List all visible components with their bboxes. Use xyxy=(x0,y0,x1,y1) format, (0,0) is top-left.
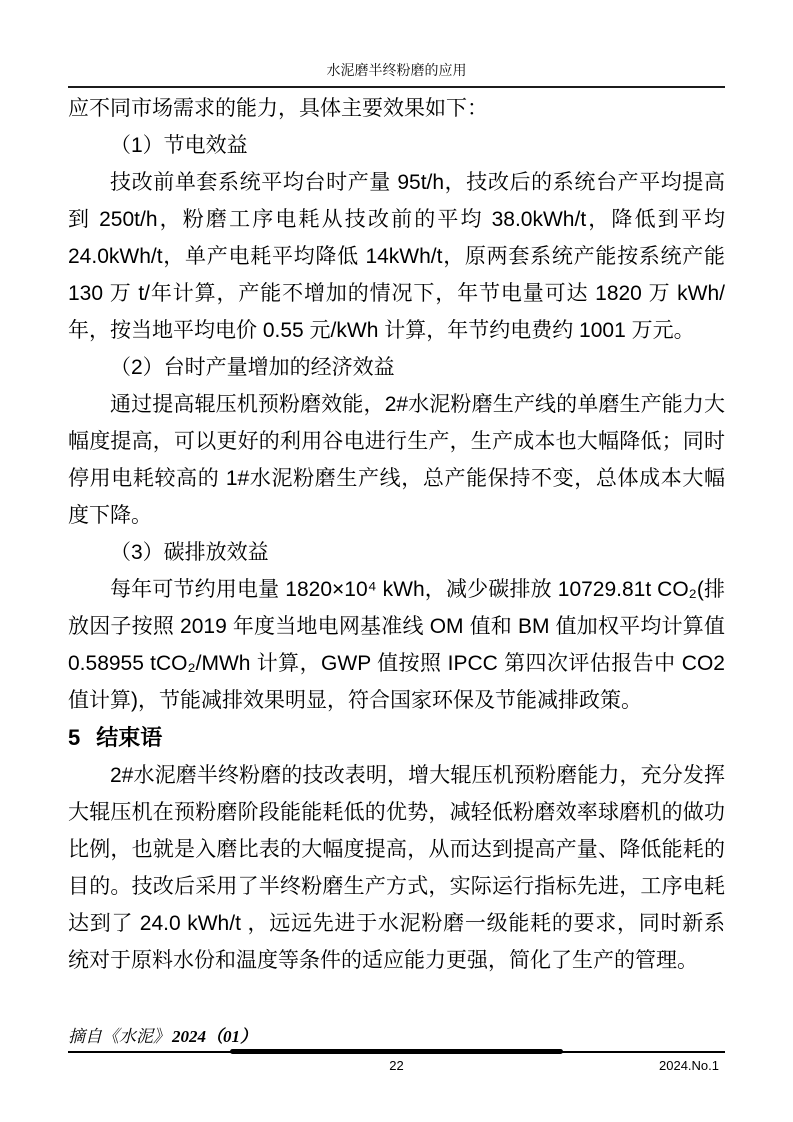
source-note-issue: 2024（01） xyxy=(172,1027,257,1046)
continuation-paragraph: 应不同市场需求的能力，具体主要效果如下： xyxy=(68,97,488,120)
page-number: 22 xyxy=(389,1058,404,1073)
footer-rule-bulge xyxy=(230,1049,563,1054)
header-rule xyxy=(68,86,725,88)
section-title: 结束语 xyxy=(96,725,163,750)
paragraph-carbon-emission: 每年可节约用电量 1820×10⁴ kWh，减少碳排放 10729.81t CO₂(排放因子按照 2019 年度当地电网基准线 OM 值和 BM 值加权平均计算值 0.58955 tCO₂/MWh 计算，GWP 值按照 IPCC 第四次评估报告中 CO2 值计算)，节能减排效果明显，符合国家环保及节能减排政策。 xyxy=(68,578,725,712)
source-note xyxy=(68,1025,725,1049)
running-header-title: 水泥磨半终粉磨的应用 xyxy=(326,62,467,78)
subheading-power-saving: （1）节电效益 xyxy=(110,134,248,157)
conclusion-paragraph: 2#水泥磨半终粉磨的技改表明，增大辊压机预粉磨能力，充分发挥大辊压机在预粉磨阶段能能耗低的优势，减轻低粉磨效率球磨机的做功比例，也就是入磨比表的大幅度提高，从而达到提高产量、降低能耗的目的。技改后采用了半终粉磨生产方式，实际运行指标先进，工序电耗达到了 24.0 kWh/t ，远远先进于水泥粉磨一级能耗的要求，同时新系统对于原料水份和温度等条件的适应能力更强，简化了生产的管理。 xyxy=(68,764,725,972)
paragraph-economic-benefit: 通过提高辊压机预粉磨效能，2#水泥粉磨生产线的单磨生产能力大幅度提高，可以更好的利用谷电进行生产，生产成本也大幅降低；同时停用电耗较高的 1#水泥粉磨生产线，总产能保持不变，总体成本大幅度下降。 xyxy=(68,393,725,527)
page-footer xyxy=(68,1057,725,1075)
section-number: 5 xyxy=(68,725,81,750)
paragraph-power-saving: 技改前单套系统平均台时产量 95t/h，技改后的系统台产平均提高到 250t/h，粉磨工序电耗从技改前的平均 38.0kWh/t，降低到平均 24.0kWh/t，单产电耗平均降低 14kWh/t，原两套系统产能按系统产能 130 万 t/年计算，产能不增加的情况下，年节电量可达 1820 万 kWh/年，按当地平均电价 0.55 元/kWh 计算，年节约电费约 1001 万元。 xyxy=(68,171,725,342)
section-heading xyxy=(68,719,725,757)
source-note-text: 摘自《水泥》 xyxy=(68,1027,170,1046)
issue-number: 2024.No.1 xyxy=(659,1058,719,1073)
subheading-economic-benefit: （2）台时产量增加的经济效益 xyxy=(110,356,395,379)
subheading-carbon-emission: （3）碳排放效益 xyxy=(110,541,269,564)
document-body xyxy=(68,90,725,1049)
